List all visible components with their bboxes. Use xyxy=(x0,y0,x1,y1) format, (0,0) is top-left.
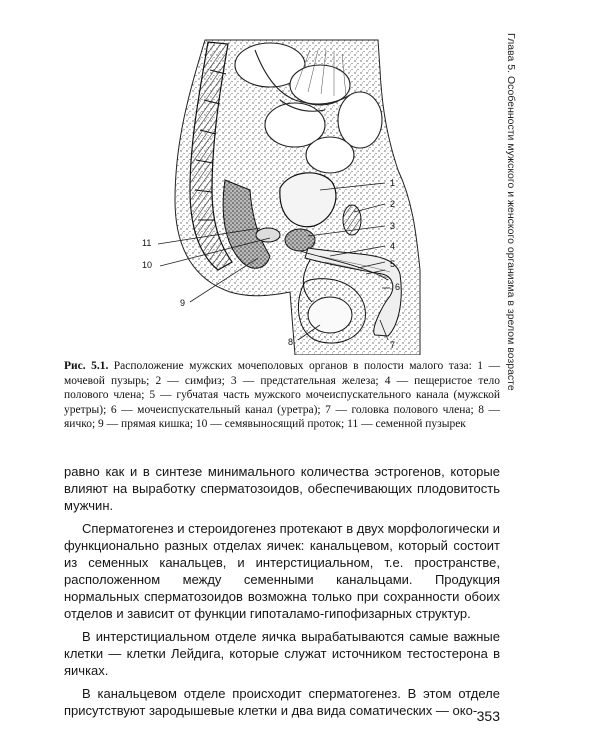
figure-number-10: 10 xyxy=(142,260,153,270)
prostate xyxy=(285,229,315,251)
figure-number-7: 7 xyxy=(390,340,396,350)
seminal-vesicle xyxy=(256,228,280,242)
figure-number-2: 2 xyxy=(390,199,396,209)
figure-number-1: 1 xyxy=(390,178,396,188)
figure-number-9: 9 xyxy=(180,298,186,308)
caption-text: Расположение мужских мочеполовых органов в полости малого таза: 1 — мочевой пузырь; 2 — симфиз; 3 — предстательная железа; 4 — пещеристое тело полового члена; 5 — губчатая часть мужского мочеиспускательного канала (мужской уретры); 6 — мочеиспускательный канал (уретра); 7 — головка полового члена; 8 — яичко; 9 — прямая кишка; 10 — семявыносящий проток; 11 — семенной пузырек xyxy=(64,360,500,431)
figure-number-8: 8 xyxy=(288,337,294,347)
body-text xyxy=(64,463,500,719)
running-header: Глава 5. Особенности мужского и женского организма в зрелом возрасте xyxy=(505,33,517,391)
paragraph-1: равно как и в синтезе минимального количества эстрогенов, которые влияют на выработку сперматозоидов, обеспечивающих плодовитость мужчин. xyxy=(64,464,500,513)
pelvis-illustration xyxy=(120,30,440,355)
anatomy-figure xyxy=(120,30,440,355)
figure-number-5: 5 xyxy=(390,259,396,269)
figure-number-3: 3 xyxy=(390,221,396,231)
paragraph-2: Сперматогенез и стероидогенез протекают в двух морфологически и функционально разных отделах яичек: канальцевом, который состоит из семенных канальцев, и интерстициальном, т.е. пространстве, расположенном между семенными канальцами. Продукция нормальных сперматозоидов возможна только при сохранности обоих отделов и зависит от функции гипоталамо-гипофизарных структур. xyxy=(64,521,500,621)
caption-label: Рис. 5.1. xyxy=(64,360,109,372)
figure-number-6: 6 xyxy=(395,282,401,292)
paragraph-4: В канальцевом отделе происходит сперматогенез. В этом отделе присутствуют зародышевые клетки и два вида соматических — око- xyxy=(64,686,500,718)
figure-caption xyxy=(64,359,500,432)
figure-number-4: 4 xyxy=(390,241,396,251)
testis xyxy=(308,297,352,333)
paragraph-3: В интерстициальном отделе яичка вырабатываются самые важные клетки — клетки Лейдига, которые служат источником тестостерона в яичках. xyxy=(64,629,500,678)
figure-number-11: 11 xyxy=(142,238,152,248)
page-number: 353 xyxy=(476,708,500,724)
